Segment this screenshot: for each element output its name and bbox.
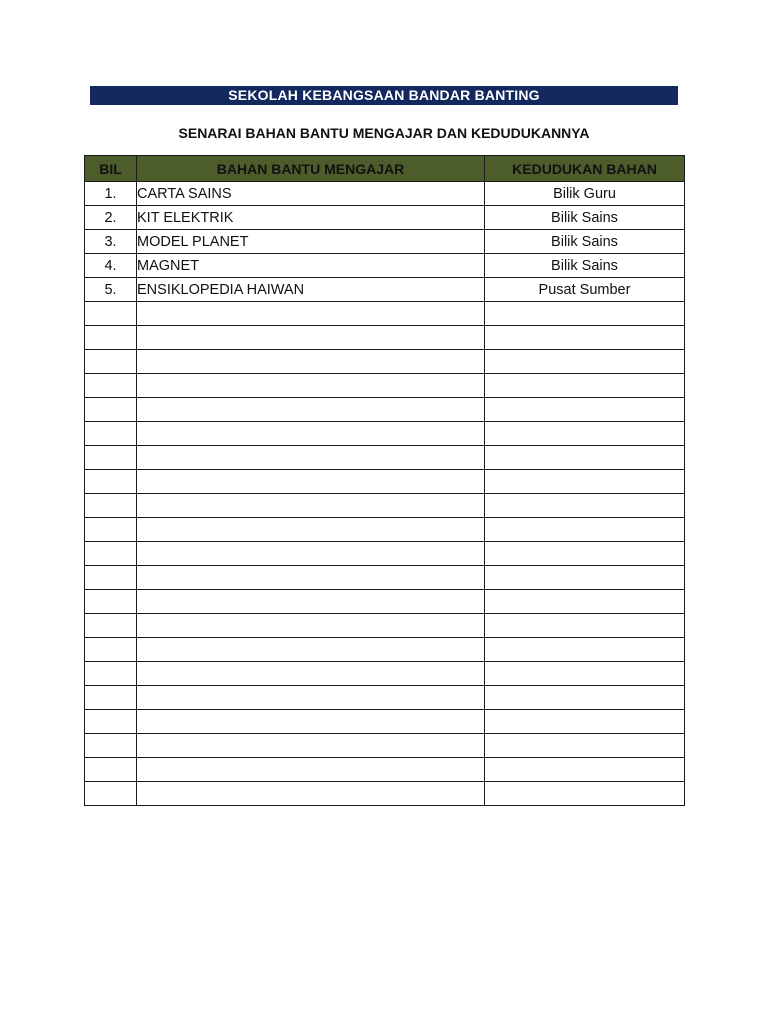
- material-name-cell: [137, 422, 485, 446]
- header-row: [85, 156, 685, 182]
- material-location-cell: [485, 422, 685, 446]
- row-number-cell: [85, 734, 137, 758]
- row-number-cell: [85, 782, 137, 806]
- material-location-cell: [485, 326, 685, 350]
- row-number-cell: 1.: [85, 182, 137, 206]
- row-number-cell: [85, 422, 137, 446]
- material-name-cell: [137, 662, 485, 686]
- material-location-cell: [485, 686, 685, 710]
- table-row: [85, 398, 685, 422]
- row-number-cell: [85, 590, 137, 614]
- row-number-cell: [85, 494, 137, 518]
- table-row: [85, 782, 685, 806]
- material-location-cell: [485, 638, 685, 662]
- material-name-cell: [137, 566, 485, 590]
- material-name-cell: [137, 494, 485, 518]
- table-row: [85, 758, 685, 782]
- material-name-cell: KIT ELEKTRIK: [137, 206, 485, 230]
- material-name-cell: MODEL PLANET: [137, 230, 485, 254]
- table-row: [85, 662, 685, 686]
- material-name-cell: [137, 758, 485, 782]
- row-number-cell: [85, 326, 137, 350]
- table-row: [85, 182, 685, 206]
- table-row: [85, 614, 685, 638]
- table-row: [85, 686, 685, 710]
- material-name-cell: [137, 326, 485, 350]
- material-name-cell: [137, 398, 485, 422]
- material-location-cell: [485, 398, 685, 422]
- row-number-cell: [85, 350, 137, 374]
- table-row: [85, 278, 685, 302]
- table-row: [85, 590, 685, 614]
- table-row: [85, 542, 685, 566]
- table-row: [85, 494, 685, 518]
- row-number-cell: [85, 686, 137, 710]
- material-name-cell: [137, 350, 485, 374]
- material-location-cell: [485, 566, 685, 590]
- material-location-cell: [485, 518, 685, 542]
- material-location-cell: [485, 494, 685, 518]
- material-name-cell: [137, 446, 485, 470]
- row-number-cell: [85, 518, 137, 542]
- material-name-cell: [137, 686, 485, 710]
- table-row: [85, 710, 685, 734]
- material-location-cell: [485, 470, 685, 494]
- table-row: [85, 422, 685, 446]
- material-name-cell: [137, 374, 485, 398]
- table-row: [85, 638, 685, 662]
- row-number-cell: 4.: [85, 254, 137, 278]
- material-name-cell: [137, 470, 485, 494]
- row-number-cell: 2.: [85, 206, 137, 230]
- document-title: SENARAI BAHAN BANTU MENGAJAR DAN KEDUDUKANNYA: [178, 125, 590, 141]
- material-location-cell: Bilik Sains: [485, 230, 685, 254]
- table-row: [85, 446, 685, 470]
- material-location-cell: [485, 614, 685, 638]
- column-header-location: KEDUDUKAN BAHAN: [485, 156, 685, 182]
- material-name-cell: [137, 590, 485, 614]
- material-location-cell: [485, 446, 685, 470]
- material-location-cell: [485, 542, 685, 566]
- column-header-material: BAHAN BANTU MENGAJAR: [137, 156, 485, 182]
- material-name-cell: [137, 542, 485, 566]
- table-row: [85, 350, 685, 374]
- row-number-cell: [85, 662, 137, 686]
- material-location-cell: Bilik Sains: [485, 254, 685, 278]
- material-location-cell: Bilik Sains: [485, 206, 685, 230]
- material-location-cell: [485, 782, 685, 806]
- row-number-cell: [85, 614, 137, 638]
- table-row: [85, 206, 685, 230]
- teaching-materials-table: [84, 155, 685, 806]
- material-name-cell: MAGNET: [137, 254, 485, 278]
- material-location-cell: Bilik Guru: [485, 182, 685, 206]
- material-name-cell: [137, 638, 485, 662]
- row-number-cell: [85, 710, 137, 734]
- material-name-cell: CARTA SAINS: [137, 182, 485, 206]
- table-header: [85, 156, 685, 182]
- material-name-cell: [137, 710, 485, 734]
- table-row: [85, 230, 685, 254]
- material-name-cell: [137, 782, 485, 806]
- table-body: [85, 182, 685, 806]
- material-name-cell: [137, 302, 485, 326]
- table-row: [85, 302, 685, 326]
- table-row: [85, 470, 685, 494]
- material-location-cell: [485, 758, 685, 782]
- row-number-cell: [85, 470, 137, 494]
- table-row: [85, 374, 685, 398]
- material-name-cell: [137, 518, 485, 542]
- material-name-cell: [137, 614, 485, 638]
- material-name-cell: [137, 734, 485, 758]
- table-row: [85, 254, 685, 278]
- row-number-cell: [85, 542, 137, 566]
- table-row: [85, 566, 685, 590]
- table-row: [85, 326, 685, 350]
- row-number-cell: 3.: [85, 230, 137, 254]
- material-location-cell: [485, 734, 685, 758]
- material-name-cell: ENSIKLOPEDIA HAIWAN: [137, 278, 485, 302]
- material-location-cell: [485, 350, 685, 374]
- material-location-cell: [485, 662, 685, 686]
- table-row: [85, 734, 685, 758]
- row-number-cell: [85, 398, 137, 422]
- material-location-cell: [485, 710, 685, 734]
- material-location-cell: Pusat Sumber: [485, 278, 685, 302]
- row-number-cell: [85, 446, 137, 470]
- row-number-cell: [85, 566, 137, 590]
- row-number-cell: [85, 758, 137, 782]
- row-number-cell: [85, 638, 137, 662]
- row-number-cell: [85, 302, 137, 326]
- row-number-cell: 5.: [85, 278, 137, 302]
- material-location-cell: [485, 374, 685, 398]
- school-name-banner: SEKOLAH KEBANGSAAN BANDAR BANTING: [90, 86, 678, 105]
- row-number-cell: [85, 374, 137, 398]
- material-location-cell: [485, 302, 685, 326]
- material-location-cell: [485, 590, 685, 614]
- table-row: [85, 518, 685, 542]
- column-header-bil: BIL: [85, 156, 137, 182]
